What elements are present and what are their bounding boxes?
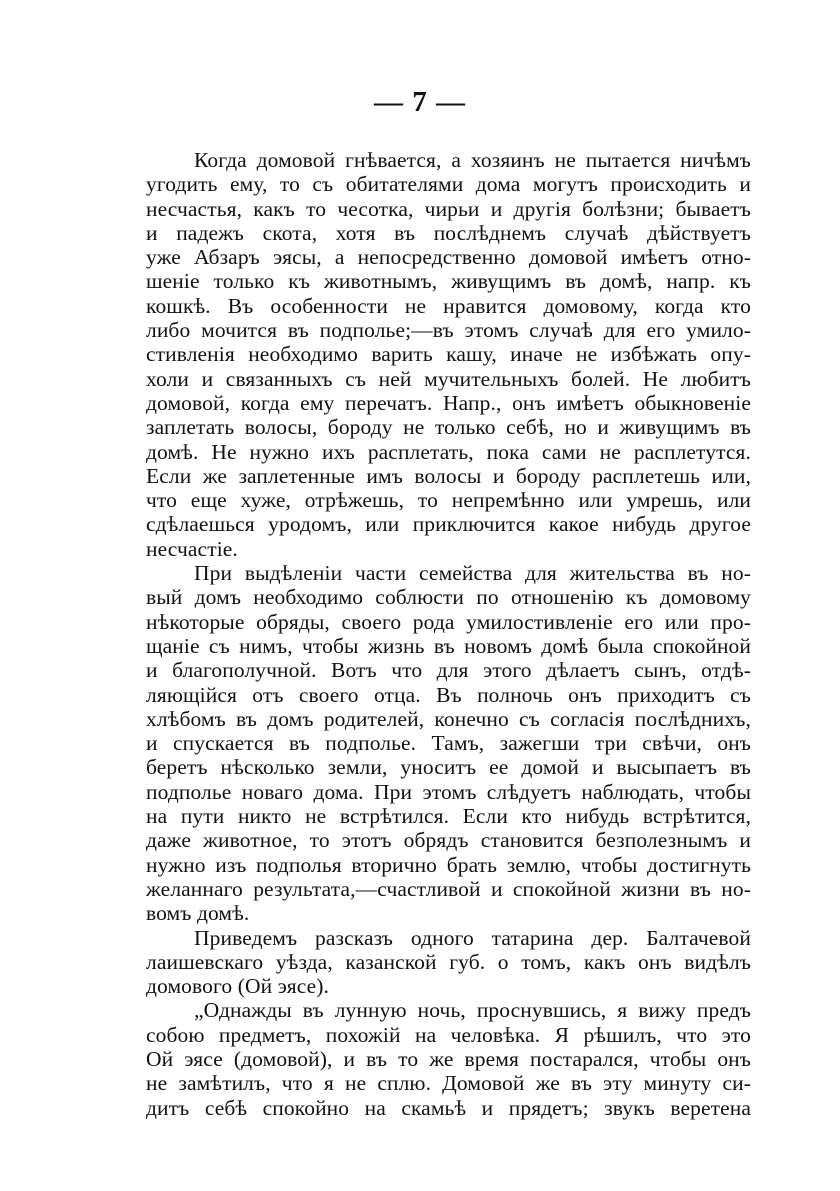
- text-line: „Однажды въ лунную ночь, проснувшись, я вижу предъ: [194, 998, 751, 1023]
- text-line: сдѣлаешься уродомъ, или приключится какое нибудь другое: [146, 512, 751, 537]
- text-line: нужно изъ подполья вторично брать землю, чтобы достигнуть: [146, 852, 751, 877]
- text-line: домѣ. Не нужно ихъ расплетать, пока сами не расплетутся.: [146, 439, 751, 464]
- text-line: угодить ему, то съ обитателями дома могутъ происходить и: [146, 172, 751, 197]
- text-line: на пути никто не встрѣтился. Если кто нибудь встрѣтится,: [146, 804, 751, 829]
- text-line: и благополучной. Вотъ что для этого дѣлаетъ сынъ, отдѣ-: [146, 658, 751, 683]
- text-line: хлѣбомъ въ домъ родителей, конечно съ согласія послѣднихъ,: [146, 706, 751, 731]
- text-line: желаннаго результата,—счастливой и спокойной жизни въ но-: [146, 876, 751, 901]
- text-line: кошкѣ. Въ особенности не нравится домовому, когда кто: [146, 293, 751, 318]
- text-line: что еще хуже, отрѣжешь, то непремѣнно или умрешь, или: [146, 488, 751, 513]
- text-line: ляющійся отъ своего отца. Въ полночь онъ приходитъ съ: [146, 682, 751, 707]
- text-line: Приведемъ разсказъ одного татарина дер. Балтачевой: [194, 925, 751, 950]
- text-line: лаишевскаго уѣзда, казанской губ. о томъ, какъ онъ видѣлъ: [146, 949, 751, 974]
- page-number: — 7 —: [374, 86, 466, 118]
- text-line: щаніе съ нимъ, чтобы жизнь въ новомъ домѣ была спокойной: [146, 633, 751, 658]
- text-line: несчастья, какъ то чесотка, чирьи и другія болѣзни; бываетъ: [146, 196, 751, 221]
- text-line: домового (Ой эясе).: [146, 974, 329, 999]
- text-line: холи и связанныхъ съ ней мучительныхъ болей. Не любитъ: [146, 366, 751, 391]
- text-line: Когда домовой гнѣвается, а хозяинъ не пытается ничѣмъ: [194, 148, 751, 172]
- text-line: собою предметъ, похожій на человѣка. Я рѣшилъ, что это: [146, 1022, 751, 1047]
- text-line: вомъ домѣ.: [146, 901, 250, 926]
- text-line: дитъ себѣ спокойно на скамьѣ и прядетъ; звукъ веретена: [146, 1095, 751, 1120]
- text-line: Если же заплетенные имъ волосы и бороду расплетешь или,: [146, 463, 751, 488]
- text-line: стивленія необходимо варить кашу, иначе не избѣжать опу-: [146, 342, 751, 367]
- text-line: уже Абзаръ эясы, а непосредственно домовой имѣетъ отно-: [146, 245, 751, 270]
- text-line: заплетать волосы, бороду не только себѣ, но и живущимъ въ: [146, 415, 751, 440]
- text-line: даже животное, то этотъ обрядъ становится безполезнымъ и: [146, 828, 751, 853]
- text-line: Ой эясе (домовой), и въ то же время постарался, чтобы онъ: [146, 1046, 751, 1071]
- body-text: [146, 148, 751, 1120]
- text-line: домовой, когда ему перечатъ. Напр., онъ имѣетъ обыкновеніе: [146, 390, 751, 415]
- text-line: и падежъ скота, хотя въ послѣднемъ случаѣ дѣйствуетъ: [146, 220, 751, 245]
- text-line: не замѣтилъ, что я не сплю. Домовой же въ эту минуту си-: [146, 1071, 751, 1096]
- text-line: беретъ нѣсколько земли, уноситъ ее домой и высыпаетъ въ: [146, 755, 751, 780]
- text-line: подполье новаго дома. При этомъ слѣдуетъ наблюдать, чтобы: [146, 779, 751, 804]
- text-line: вый домъ необходимо соблюсти по отношенію къ домовому: [146, 585, 751, 610]
- text-line: нѣкоторые обряды, своего рода умилостивленіе его или про-: [146, 609, 751, 634]
- text-line: и спускается въ подполье. Тамъ, зажегши три свѣчи, онъ: [146, 731, 751, 756]
- text-line: либо мочится въ подполье;—въ этомъ случаѣ для его умило-: [146, 318, 751, 343]
- text-line: При выдѣленіи части семейства для жительства въ но-: [194, 561, 751, 586]
- text-line: несчастіе.: [146, 536, 238, 561]
- text-line: шеніе только къ животнымъ, живущимъ въ домѣ, напр. къ: [146, 269, 751, 294]
